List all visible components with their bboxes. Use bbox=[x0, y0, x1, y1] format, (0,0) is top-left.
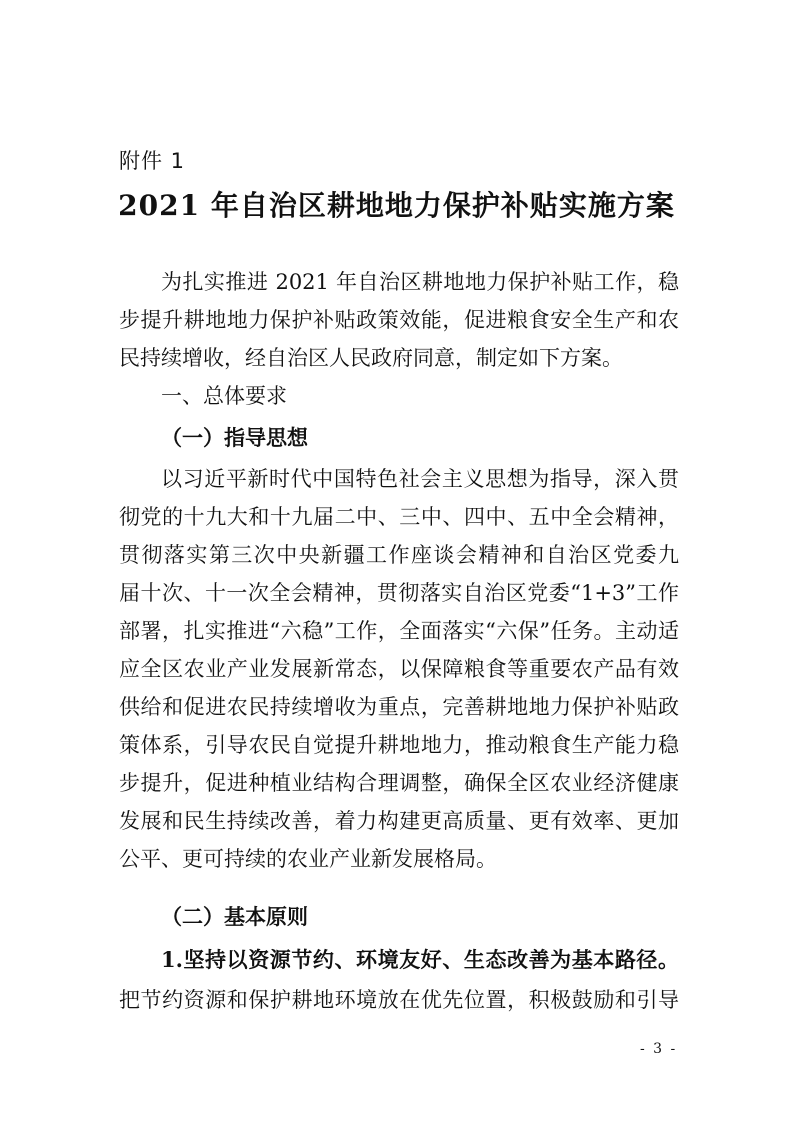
subsection-heading: （一）指导思想 bbox=[161, 425, 308, 450]
paragraph-line: 供给和促进农民持续增收为重点，完善耕地地力保护补贴政 bbox=[119, 695, 679, 719]
attachment-label: 附件 1 bbox=[119, 149, 186, 173]
paragraph-line: 策体系，引导农民自觉提升耕地地力，推动粮食生产能力稳 bbox=[119, 733, 679, 757]
paragraph-line: 彻党的十九大和十九届二中、三中、四中、五中全会精神， bbox=[119, 505, 679, 529]
paragraph-line: 公平、更可持续的农业产业新发展格局。 bbox=[119, 847, 497, 871]
paragraph-line: 步提升，促进种植业结构合理调整，确保全区农业经济健康 bbox=[119, 771, 679, 795]
document-title: 2021 年自治区耕地地力保护补贴实施方案 bbox=[118, 189, 675, 222]
paragraph-line: 贯彻落实第三次中央新疆工作座谈会精神和自治区党委九 bbox=[119, 543, 679, 567]
subsection-heading: （二）基本原则 bbox=[161, 904, 308, 929]
paragraph-line: 民持续增收，经自治区人民政府同意，制定如下方案。 bbox=[119, 346, 623, 370]
paragraph-line: 部署，扎实推进“六稳”工作，全面落实“六保”任务。主动适 bbox=[119, 619, 679, 643]
paragraph-line: 为扎实推进 2021 年自治区耕地地力保护补贴工作，稳 bbox=[161, 270, 679, 294]
paragraph-line: 步提升耕地地力保护补贴政策效能，促进粮食安全生产和农 bbox=[119, 308, 679, 332]
paragraph-line: 应全区农业产业发展新常态，以保障粮食等重要农产品有效 bbox=[119, 657, 679, 681]
page-number: - 3 - bbox=[640, 1041, 678, 1057]
paragraph-line: 把节约资源和保护耕地环境放在优先位置，积极鼓励和引导 bbox=[119, 988, 679, 1012]
paragraph-line: 发展和民生持续改善，着力构建更高质量、更有效率、更加 bbox=[119, 809, 679, 833]
section-heading: 一、总体要求 bbox=[161, 384, 287, 408]
paragraph-line: 届十次、十一次全会精神，贯彻落实自治区党委“1+3”工作 bbox=[119, 581, 679, 605]
principle-heading: 1.坚持以资源节约、环境友好、生态改善为基本路径。 bbox=[161, 947, 679, 972]
paragraph-line: 以习近平新时代中国特色社会主义思想为指导，深入贯 bbox=[161, 467, 679, 491]
